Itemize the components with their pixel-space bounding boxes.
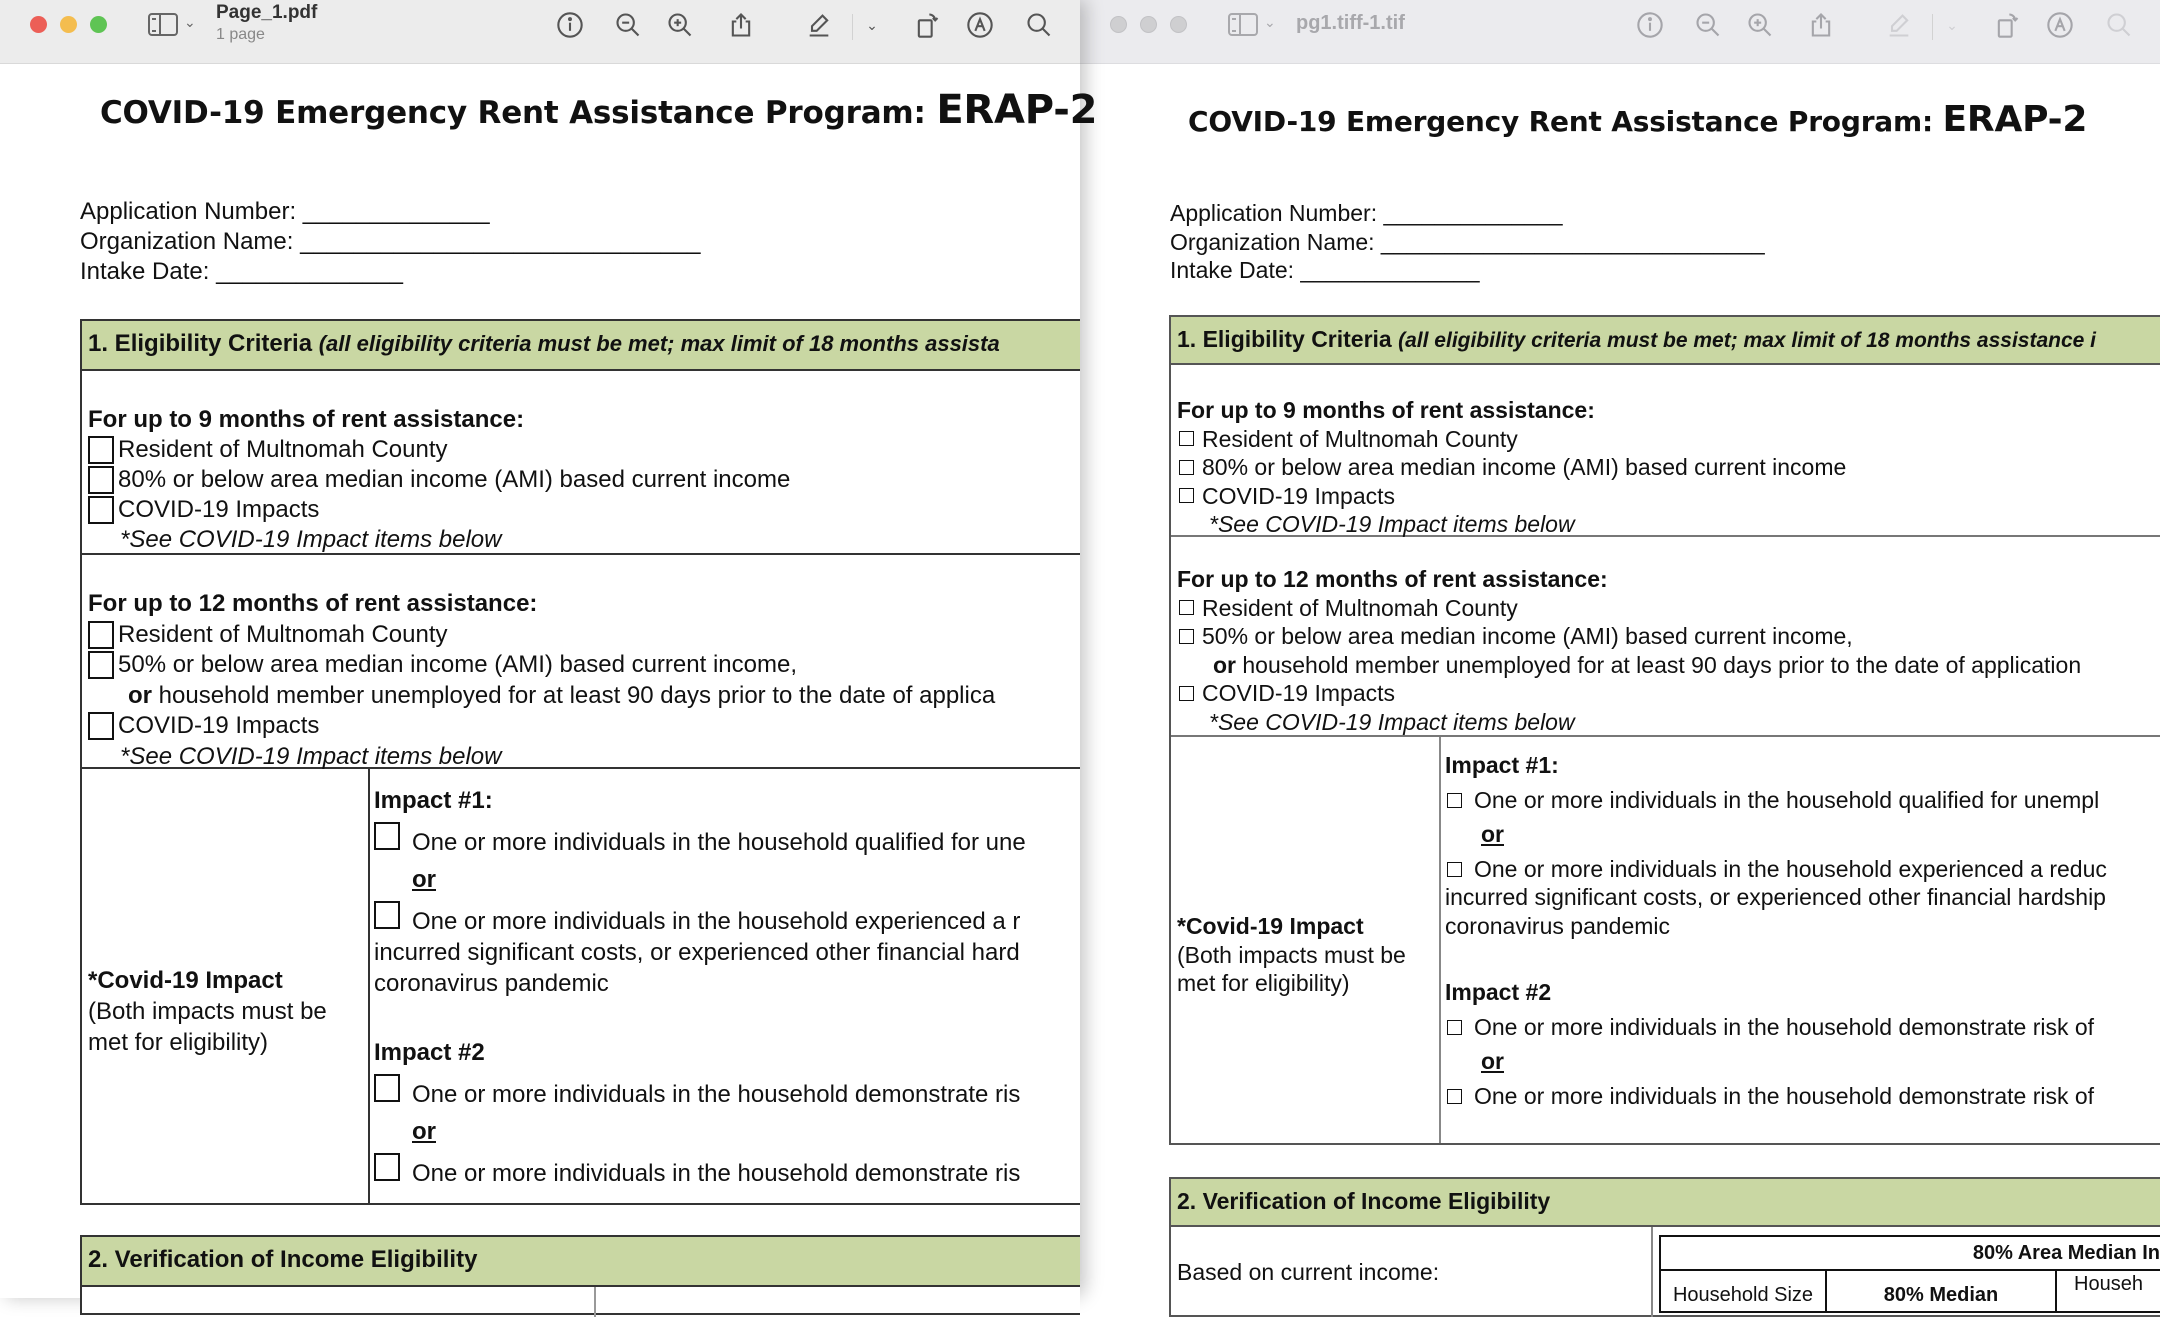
checkbox-label: One or more individuals in the household experienced a r bbox=[412, 908, 1021, 935]
minimize-button[interactable] bbox=[60, 16, 77, 33]
ami-table-header-row bbox=[1661, 1271, 2160, 1311]
impact-text: coronavirus pandemic bbox=[1445, 912, 1671, 939]
checkbox-label: 50% or below area median income (AMI) based current income, bbox=[118, 651, 797, 678]
checkbox-item[interactable] bbox=[1445, 1013, 2160, 1042]
document-page bbox=[0, 65, 1098, 1298]
form-code: ERAP-2 bbox=[936, 87, 1098, 133]
checkbox-item[interactable] bbox=[374, 1074, 1080, 1110]
block-heading: For up to 9 months of rent assistance: bbox=[88, 406, 525, 433]
section-title: 1. Eligibility Criteria bbox=[1177, 326, 1392, 352]
checkbox-item[interactable] bbox=[1177, 482, 2160, 511]
continuation-text: household member unemployed for at least 90 days prior to the date of applica bbox=[152, 681, 996, 709]
document-title: pg1.tiff-1.tif bbox=[1296, 12, 1405, 34]
checkbox-item[interactable] bbox=[88, 465, 1080, 495]
ami-table-heading: 80% Area Median In bbox=[1661, 1237, 2160, 1271]
impact2-heading: Impact #2 bbox=[374, 1039, 485, 1066]
checkbox[interactable] bbox=[1447, 1020, 1462, 1035]
markup-pen-icon[interactable] bbox=[1882, 8, 1916, 42]
checkbox-label: COVID-19 Impacts bbox=[1202, 482, 1395, 509]
checkbox-label: One or more individuals in the household demonstrate risk of bbox=[1474, 1013, 2095, 1040]
or-line bbox=[1445, 820, 2160, 849]
checkbox-label: Resident of Multnomah County bbox=[118, 436, 448, 463]
continuation-text: household member unemployed for at least 90 days prior to the date of application bbox=[1236, 651, 2082, 678]
sidebar-toggle-icon[interactable] bbox=[1228, 13, 1258, 36]
checkbox[interactable] bbox=[88, 712, 114, 740]
checkbox-item[interactable] bbox=[88, 435, 1080, 465]
zoom-out-icon[interactable] bbox=[1691, 8, 1725, 42]
or-word: or bbox=[1213, 651, 1236, 678]
checkbox[interactable] bbox=[88, 436, 114, 464]
form-title-text: COVID-19 Emergency Rent Assistance Program: bbox=[1188, 105, 1933, 138]
impact1-heading: Impact #1: bbox=[374, 787, 493, 814]
share-icon[interactable] bbox=[724, 8, 758, 42]
zoom-out-icon[interactable] bbox=[611, 8, 645, 42]
minimize-button[interactable] bbox=[1140, 16, 1157, 33]
search-icon[interactable] bbox=[2102, 8, 2136, 42]
checkbox[interactable] bbox=[88, 496, 114, 524]
section-title: 1. Eligibility Criteria bbox=[88, 330, 313, 357]
intake-date-field[interactable]: Intake Date: ______________ bbox=[80, 258, 403, 285]
section-note: (all eligibility criteria must be met; max limit of 18 months assistance i bbox=[1398, 329, 2097, 352]
column-header-household: Househ bbox=[2074, 1273, 2143, 1295]
checkbox-item[interactable] bbox=[1445, 1082, 2160, 1111]
checkbox-label: Resident of Multnomah County bbox=[1202, 594, 1518, 621]
checkbox[interactable] bbox=[1179, 488, 1194, 503]
info-icon[interactable] bbox=[553, 8, 587, 42]
continuation-line bbox=[88, 681, 1080, 712]
impact-details-cell bbox=[1441, 737, 2160, 1143]
checkbox[interactable] bbox=[374, 822, 400, 850]
checkbox-item[interactable] bbox=[1445, 855, 2160, 884]
or-word: or bbox=[128, 681, 152, 709]
checkbox-label: 80% or below area median income (AMI) based current income bbox=[118, 466, 791, 493]
zoom-in-icon[interactable] bbox=[1743, 8, 1777, 42]
checkbox-item[interactable] bbox=[88, 711, 1080, 742]
maximize-button[interactable] bbox=[90, 16, 107, 33]
impact-text: incurred significant costs, or experienced other financial hardship bbox=[1445, 884, 2106, 910]
close-button[interactable] bbox=[30, 16, 47, 33]
annotate-icon[interactable] bbox=[963, 8, 997, 42]
or-word: or bbox=[1481, 1048, 1504, 1074]
checkbox-label: COVID-19 Impacts bbox=[1202, 680, 1395, 706]
ami-table bbox=[1659, 1235, 2160, 1313]
income-verification-section bbox=[1169, 1177, 2160, 1317]
nine-month-block bbox=[1171, 365, 2160, 537]
checkbox[interactable] bbox=[1179, 600, 1194, 615]
form-title bbox=[100, 87, 1097, 133]
impact-label-cell bbox=[82, 769, 370, 1203]
title-bar bbox=[1080, 0, 2160, 64]
or-word: or bbox=[412, 866, 436, 893]
impact-note: *See COVID-19 Impact items below bbox=[1209, 511, 1575, 537]
impact-note: *See COVID-19 Impact items below bbox=[120, 526, 502, 553]
checkbox-item[interactable] bbox=[1177, 453, 2160, 482]
organization-name-field[interactable]: Organization Name: ______________________________ bbox=[1170, 228, 1765, 255]
markup-pen-icon[interactable] bbox=[802, 8, 836, 42]
intake-fields bbox=[1170, 199, 1765, 285]
info-icon[interactable] bbox=[1633, 8, 1667, 42]
income-verification-section bbox=[80, 1235, 1080, 1315]
application-number-field[interactable]: Application Number: ______________ bbox=[80, 198, 490, 225]
document-title: Page_1.pdf bbox=[216, 2, 318, 23]
rotate-icon[interactable] bbox=[1990, 8, 2024, 42]
sidebar-toggle-icon[interactable] bbox=[148, 13, 178, 36]
checkbox[interactable] bbox=[374, 901, 400, 929]
or-line bbox=[374, 864, 1080, 895]
title-bar bbox=[0, 0, 1080, 64]
maximize-button[interactable] bbox=[1170, 16, 1187, 33]
ami-table-wrap bbox=[1653, 1227, 2160, 1317]
checkbox-item[interactable] bbox=[374, 901, 1080, 937]
checkbox-item[interactable] bbox=[374, 822, 1080, 858]
impact-text: incurred significant costs, or experienced other financial hard bbox=[374, 939, 1020, 966]
impact-details-cell bbox=[370, 769, 1080, 1203]
block-heading: For up to 12 months of rent assistance: bbox=[88, 590, 538, 617]
checkbox[interactable] bbox=[374, 1153, 400, 1181]
block-heading: For up to 12 months of rent assistance: bbox=[1177, 566, 1608, 592]
chevron-down-icon[interactable]: ⌄ bbox=[866, 16, 878, 33]
checkbox-label: One or more individuals in the household demonstrate risk of bbox=[1474, 1082, 2095, 1109]
or-word: or bbox=[1481, 821, 1504, 847]
impact-sublabel: (Both impacts must be met for eligibility) bbox=[88, 997, 327, 1056]
checkbox-label: One or more individuals in the household qualified for unempl bbox=[1474, 786, 2100, 813]
document-page-count: 1 page bbox=[216, 26, 265, 43]
section-heading bbox=[1171, 317, 2160, 365]
checkbox-item[interactable] bbox=[1177, 622, 2160, 651]
checkbox-label: One or more individuals in the household qualified for une bbox=[412, 829, 1026, 856]
covid-impact-row bbox=[82, 769, 1080, 1203]
column-header-household-size: Household Size bbox=[1661, 1271, 1827, 1311]
checkbox-item[interactable] bbox=[374, 1153, 1080, 1189]
eligibility-section bbox=[80, 319, 1080, 1205]
twelve-month-block bbox=[1171, 537, 2160, 737]
rotate-icon[interactable] bbox=[910, 8, 944, 42]
toolbar-divider bbox=[1932, 14, 1933, 40]
checkbox-label: Resident of Multnomah County bbox=[118, 620, 448, 648]
covid-impact-row bbox=[1171, 737, 2160, 1143]
or-word: or bbox=[412, 1118, 436, 1145]
intake-fields bbox=[80, 197, 701, 287]
nine-month-block bbox=[82, 371, 1080, 555]
chevron-down-icon[interactable]: ⌄ bbox=[184, 14, 196, 30]
search-icon[interactable] bbox=[1022, 8, 1056, 42]
checkbox-item[interactable] bbox=[88, 620, 1080, 651]
block-heading: For up to 9 months of rent assistance: bbox=[1177, 397, 1595, 423]
chevron-down-icon[interactable]: ⌄ bbox=[1264, 14, 1276, 30]
checkbox-label: 80% or below area median income (AMI) based current income bbox=[1202, 454, 1847, 480]
checkbox[interactable] bbox=[1179, 686, 1194, 701]
based-on-income-label: Based on current income: bbox=[1171, 1227, 1653, 1317]
section-heading: 2. Verification of Income Eligibility bbox=[82, 1237, 1080, 1287]
checkbox-item[interactable] bbox=[88, 495, 1080, 525]
checkbox-label: COVID-19 Impacts bbox=[118, 496, 320, 523]
section-heading: 2. Verification of Income Eligibility bbox=[1171, 1179, 2160, 1227]
impact-label: *Covid-19 Impact bbox=[1177, 913, 1364, 940]
checkbox[interactable] bbox=[1447, 862, 1462, 877]
checkbox[interactable] bbox=[1179, 431, 1194, 446]
section-heading bbox=[82, 321, 1080, 371]
chevron-down-icon[interactable]: ⌄ bbox=[1946, 16, 1958, 33]
checkbox-label: 50% or below area median income (AMI) based current income, bbox=[1202, 623, 1853, 649]
checkbox[interactable] bbox=[88, 621, 114, 649]
impact-sublabel: (Both impacts must be met for eligibility) bbox=[1177, 941, 1406, 997]
impact-text: coronavirus pandemic bbox=[374, 970, 609, 997]
form-code: ERAP-2 bbox=[1942, 99, 2088, 140]
checkbox-label: Resident of Multnomah County bbox=[1202, 425, 1518, 452]
impact1-heading: Impact #1: bbox=[1445, 752, 1559, 778]
checkbox-label: One or more individuals in the household demonstrate ris bbox=[412, 1160, 1021, 1187]
checkbox-item[interactable] bbox=[1177, 679, 2160, 708]
or-line bbox=[1445, 1047, 2160, 1076]
checkbox-item[interactable] bbox=[1177, 425, 2160, 454]
impact-note: *See COVID-19 Impact items below bbox=[120, 742, 502, 770]
eligibility-section bbox=[1169, 315, 2160, 1145]
income-body bbox=[1171, 1227, 2160, 1317]
intake-date-field[interactable]: Intake Date: ______________ bbox=[1170, 257, 1480, 283]
organization-name-field[interactable]: Organization Name: ______________________________ bbox=[80, 228, 701, 255]
checkbox[interactable] bbox=[88, 651, 114, 679]
column-divider bbox=[594, 1287, 596, 1317]
checkbox[interactable] bbox=[374, 1074, 400, 1102]
checkbox-item[interactable] bbox=[1177, 594, 2160, 623]
checkbox[interactable] bbox=[1447, 793, 1462, 808]
toolbar-divider bbox=[852, 14, 853, 40]
zoom-in-icon[interactable] bbox=[663, 8, 697, 42]
checkbox-item[interactable] bbox=[88, 650, 1080, 681]
annotate-icon[interactable] bbox=[2043, 8, 2077, 42]
checkbox-label: COVID-19 Impacts bbox=[118, 712, 320, 739]
checkbox-item[interactable] bbox=[1445, 786, 2160, 815]
checkbox-label: One or more individuals in the household experienced a reduc bbox=[1474, 855, 2107, 882]
section-note: (all eligibility criteria must be met; max limit of 18 months assista bbox=[318, 331, 1000, 356]
impact-note: *See COVID-19 Impact items below bbox=[1209, 708, 1575, 735]
impact-label: *Covid-19 Impact bbox=[88, 966, 283, 994]
impact2-heading: Impact #2 bbox=[1445, 979, 1552, 1005]
checkbox[interactable] bbox=[1179, 629, 1194, 644]
impact-label-cell bbox=[1171, 737, 1441, 1143]
twelve-month-block bbox=[82, 555, 1080, 769]
close-button[interactable] bbox=[1110, 16, 1127, 33]
checkbox[interactable] bbox=[1447, 1089, 1462, 1104]
application-number-field[interactable]: Application Number: ______________ bbox=[1170, 200, 1563, 226]
or-line bbox=[374, 1116, 1080, 1147]
continuation-line bbox=[1177, 651, 2160, 680]
document-page bbox=[1080, 65, 2160, 1306]
form-title-text: COVID-19 Emergency Rent Assistance Program: bbox=[100, 95, 926, 131]
form-title bbox=[1188, 99, 2087, 140]
checkbox-label: One or more individuals in the household demonstrate ris bbox=[412, 1081, 1021, 1108]
preview-window-tif bbox=[1080, 0, 2160, 1306]
checkbox[interactable] bbox=[88, 466, 114, 494]
checkbox[interactable] bbox=[1179, 460, 1194, 475]
column-header-80-median: 80% Median bbox=[1827, 1271, 2057, 1311]
share-icon[interactable] bbox=[1804, 8, 1838, 42]
